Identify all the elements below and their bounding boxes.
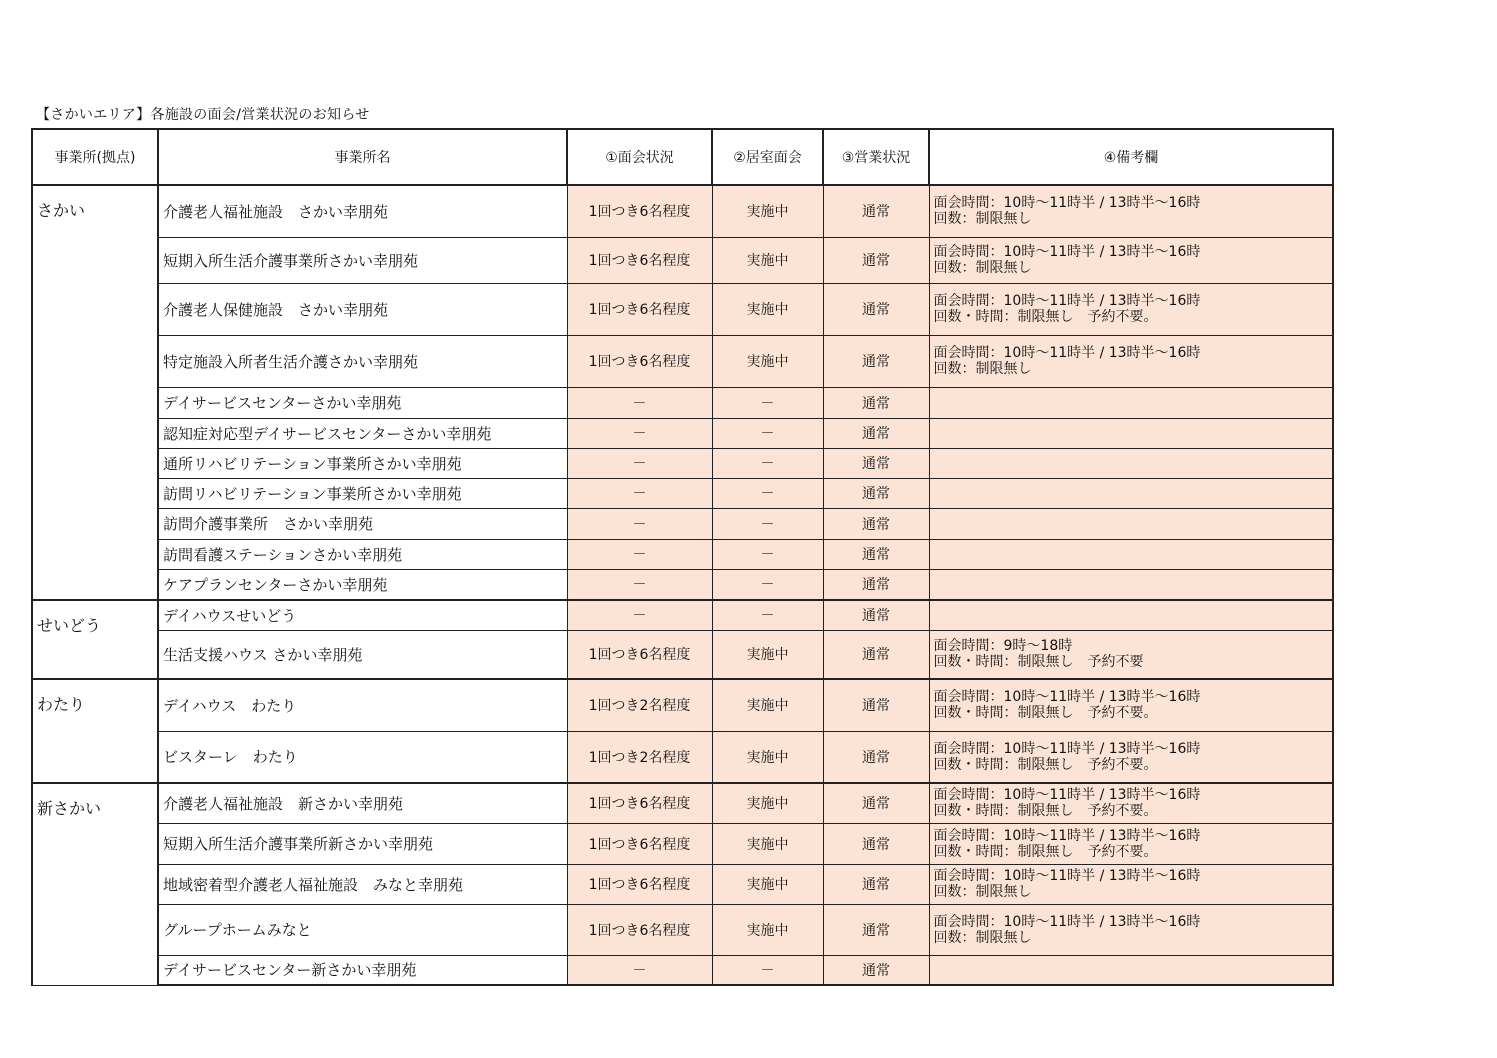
remarks-cell: 面会時間：10時～11時半 / 13時半～16時 回数・時間：制限無し 予約不要。	[929, 823, 1333, 864]
remarks-cell	[929, 478, 1333, 508]
facility-name-cell: ビスターレ わたり	[158, 731, 567, 783]
business-status-cell: 通常	[823, 783, 929, 823]
remarks-cell: 面会時間：10時～11時半 / 13時半～16時 回数：制限無し	[929, 335, 1333, 387]
business-status-cell: 通常	[823, 335, 929, 387]
table-row	[32, 387, 1333, 418]
remarks-cell	[929, 539, 1333, 569]
room-visit-cell: 実施中	[712, 237, 823, 283]
remarks-cell	[929, 418, 1333, 448]
visit-status-cell: 1回つき6名程度	[567, 283, 712, 335]
table-row	[32, 955, 1333, 985]
facility-name-cell: 短期入所生活介護事業所新さかい幸朋苑	[158, 823, 567, 864]
business-status-cell: 通常	[823, 679, 929, 731]
remarks-cell: 面会時間：10時～11時半 / 13時半～16時 回数・時間：制限無し 予約不要。	[929, 283, 1333, 335]
remarks-cell	[929, 387, 1333, 418]
facility-name-cell: 介護老人保健施設 さかい幸朋苑	[158, 283, 567, 335]
facility-name-cell: 地域密着型介護老人福祉施設 みなと幸朋苑	[158, 864, 567, 904]
visit-status-cell: 1回つき6名程度	[567, 904, 712, 955]
facility-name-cell: 訪問介護事業所 さかい幸朋苑	[158, 508, 567, 539]
table-row	[32, 539, 1333, 569]
visit-status-cell: －	[567, 955, 712, 985]
table-row	[32, 823, 1333, 864]
table-row	[32, 783, 1333, 823]
area-cell: わたり	[32, 679, 158, 783]
visit-status-cell: －	[567, 539, 712, 569]
facility-name-cell: 訪問看護ステーションさかい幸朋苑	[158, 539, 567, 569]
table-row	[32, 904, 1333, 955]
table-row	[32, 679, 1333, 731]
table-row	[32, 448, 1333, 478]
business-status-cell: 通常	[823, 864, 929, 904]
table-row	[32, 864, 1333, 904]
visit-status-cell: －	[567, 600, 712, 630]
table-row	[32, 731, 1333, 783]
visit-status-cell: －	[567, 387, 712, 418]
room-visit-cell: 実施中	[712, 630, 823, 679]
facility-name-cell: 短期入所生活介護事業所さかい幸朋苑	[158, 237, 567, 283]
visit-status-cell: 1回つき6名程度	[567, 864, 712, 904]
business-status-cell: 通常	[823, 237, 929, 283]
visit-status-cell: －	[567, 418, 712, 448]
room-visit-cell: －	[712, 508, 823, 539]
facility-name-cell: デイハウス わたり	[158, 679, 567, 731]
remarks-cell: 面会時間：10時～11時半 / 13時半～16時 回数：制限無し	[929, 185, 1333, 237]
facility-name-cell: デイサービスセンターさかい幸朋苑	[158, 387, 567, 418]
table-row	[32, 335, 1333, 387]
remarks-cell	[929, 508, 1333, 539]
area-cell: 新さかい	[32, 783, 158, 985]
business-status-cell: 通常	[823, 904, 929, 955]
document-title: 【さかいエリア】各施設の面会/営業状況のお知らせ	[36, 107, 370, 123]
business-status-cell: 通常	[823, 539, 929, 569]
facility-name-cell: 介護老人福祉施設 新さかい幸朋苑	[158, 783, 567, 823]
table-row	[32, 283, 1333, 335]
table-row	[32, 478, 1333, 508]
visit-status-cell: 1回つき6名程度	[567, 185, 712, 237]
business-status-cell: 通常	[823, 387, 929, 418]
visit-status-cell: －	[567, 448, 712, 478]
visit-status-cell: 1回つき6名程度	[567, 823, 712, 864]
room-visit-cell: －	[712, 478, 823, 508]
remarks-cell: 面会時間：10時～11時半 / 13時半～16時 回数：制限無し	[929, 904, 1333, 955]
remarks-cell: 面会時間：10時～11時半 / 13時半～16時 回数・時間：制限無し 予約不要。	[929, 731, 1333, 783]
business-status-cell: 通常	[823, 600, 929, 630]
table-row	[32, 237, 1333, 283]
facility-name-cell: 特定施設入所者生活介護さかい幸朋苑	[158, 335, 567, 387]
facility-name-cell: グループホームみなと	[158, 904, 567, 955]
business-status-cell: 通常	[823, 185, 929, 237]
header-facility-name: 事業所名	[158, 129, 567, 185]
header-row	[32, 129, 1333, 185]
visit-status-cell: －	[567, 569, 712, 600]
facility-status-table	[31, 128, 1334, 986]
room-visit-cell: －	[712, 955, 823, 985]
area-cell: さかい	[32, 185, 158, 600]
remarks-cell	[929, 955, 1333, 985]
room-visit-cell: 実施中	[712, 783, 823, 823]
table-row	[32, 185, 1333, 237]
facility-name-cell: 生活支援ハウス さかい幸朋苑	[158, 630, 567, 679]
room-visit-cell: －	[712, 387, 823, 418]
remarks-cell: 面会時間：10時～11時半 / 13時半～16時 回数：制限無し	[929, 237, 1333, 283]
business-status-cell: 通常	[823, 283, 929, 335]
business-status-cell: 通常	[823, 478, 929, 508]
business-status-cell: 通常	[823, 731, 929, 783]
header-business-status: ③営業状況	[823, 129, 929, 185]
room-visit-cell: 実施中	[712, 904, 823, 955]
visit-status-cell: 1回つき6名程度	[567, 237, 712, 283]
business-status-cell: 通常	[823, 418, 929, 448]
remarks-cell	[929, 600, 1333, 630]
business-status-cell: 通常	[823, 630, 929, 679]
room-visit-cell: －	[712, 448, 823, 478]
room-visit-cell: －	[712, 600, 823, 630]
room-visit-cell: 実施中	[712, 185, 823, 237]
table-row	[32, 630, 1333, 679]
header-visit-status: ①面会状況	[567, 129, 712, 185]
facility-name-cell: 介護老人福祉施設 さかい幸朋苑	[158, 185, 567, 237]
business-status-cell: 通常	[823, 823, 929, 864]
room-visit-cell: 実施中	[712, 864, 823, 904]
remarks-cell: 面会時間：9時～18時 回数・時間：制限無し 予約不要	[929, 630, 1333, 679]
remarks-cell: 面会時間：10時～11時半 / 13時半～16時 回数：制限無し	[929, 864, 1333, 904]
area-cell: せいどう	[32, 600, 158, 679]
room-visit-cell: －	[712, 418, 823, 448]
room-visit-cell: 実施中	[712, 283, 823, 335]
visit-status-cell: 1回つき6名程度	[567, 783, 712, 823]
visit-status-cell: 1回つき6名程度	[567, 335, 712, 387]
facility-name-cell: 認知症対応型デイサービスセンターさかい幸朋苑	[158, 418, 567, 448]
visit-status-cell: 1回つき6名程度	[567, 630, 712, 679]
table-row	[32, 569, 1333, 600]
facility-name-cell: ケアプランセンターさかい幸朋苑	[158, 569, 567, 600]
room-visit-cell: 実施中	[712, 335, 823, 387]
visit-status-cell: －	[567, 508, 712, 539]
remarks-cell: 面会時間：10時～11時半 / 13時半～16時 回数・時間：制限無し 予約不要。	[929, 679, 1333, 731]
remarks-cell	[929, 569, 1333, 600]
business-status-cell: 通常	[823, 508, 929, 539]
table-row	[32, 600, 1333, 630]
visit-status-cell: －	[567, 478, 712, 508]
header-remarks: ④備考欄	[929, 129, 1333, 185]
remarks-cell: 面会時間：10時～11時半 / 13時半～16時 回数・時間：制限無し 予約不要。	[929, 783, 1333, 823]
room-visit-cell: 実施中	[712, 679, 823, 731]
room-visit-cell: －	[712, 539, 823, 569]
table-row	[32, 418, 1333, 448]
room-visit-cell: 実施中	[712, 731, 823, 783]
business-status-cell: 通常	[823, 569, 929, 600]
facility-name-cell: デイハウスせいどう	[158, 600, 567, 630]
remarks-cell	[929, 448, 1333, 478]
header-area: 事業所(拠点)	[32, 129, 158, 185]
facility-name-cell: デイサービスセンター新さかい幸朋苑	[158, 955, 567, 985]
header-room-visit: ②居室面会	[712, 129, 823, 185]
table-row	[32, 508, 1333, 539]
business-status-cell: 通常	[823, 448, 929, 478]
room-visit-cell: 実施中	[712, 823, 823, 864]
business-status-cell: 通常	[823, 955, 929, 985]
table-body	[32, 185, 1333, 985]
room-visit-cell: －	[712, 569, 823, 600]
facility-name-cell: 訪問リハビリテーション事業所さかい幸朋苑	[158, 478, 567, 508]
facility-name-cell: 通所リハビリテーション事業所さかい幸朋苑	[158, 448, 567, 478]
visit-status-cell: 1回つき2名程度	[567, 679, 712, 731]
visit-status-cell: 1回つき2名程度	[567, 731, 712, 783]
